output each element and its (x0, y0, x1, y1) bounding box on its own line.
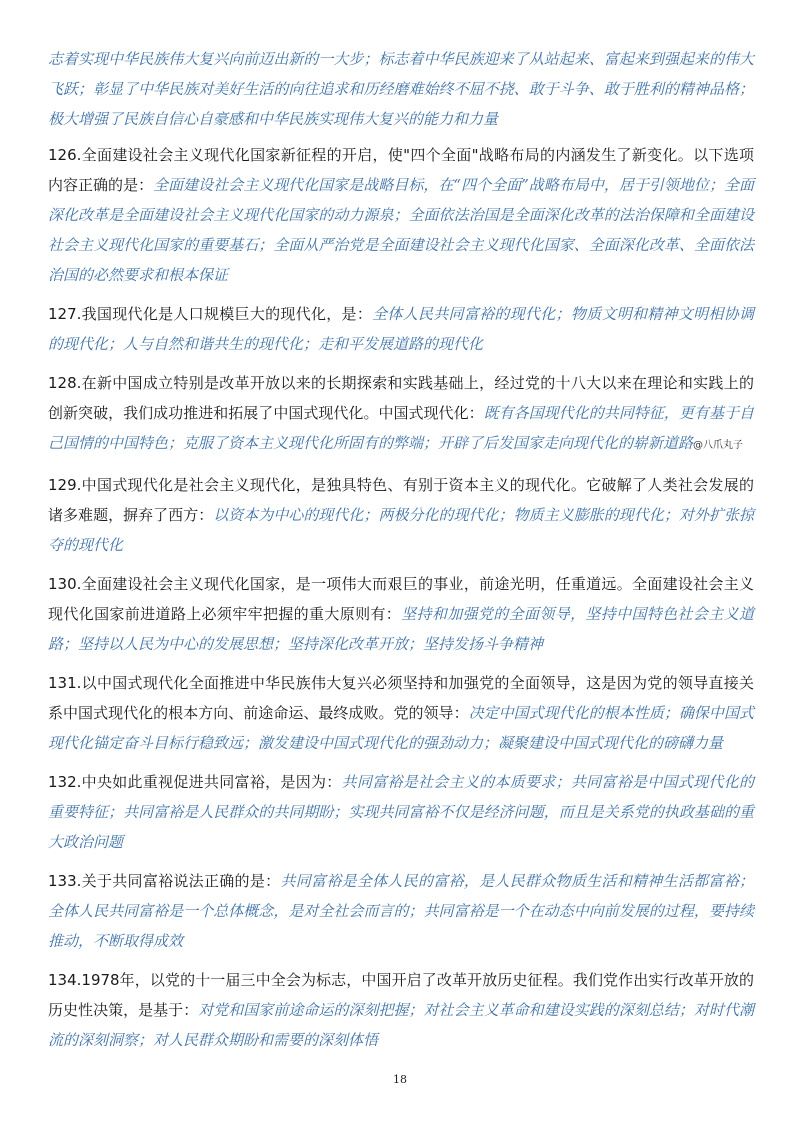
page-number: 18 (393, 1073, 407, 1086)
question-text: 126.全面建设社会主义现代化国家新征程的开启，使"四个全面"战略布局的内涵发生了新变化。以下选项内容正确的是： (48, 146, 754, 194)
question-131 (48, 668, 754, 758)
answer-text: 对党和国家前途命运的深刻把握；对社会主义革命和建设实践的深刻总结；对时代潮流的深刻洞察；对人民群众期盼和需要的深刻体悟 (48, 1001, 754, 1049)
question-134 (48, 965, 754, 1055)
document-page (48, 44, 754, 1064)
question-129 (48, 470, 754, 560)
answer-text: 共同富裕是全体人民的富裕，是人民群众物质生活和精神生活都富裕；全体人民共同富裕是一个总体概念，是对全社会而言的；共同富裕是一个在动态中向前发展的过程，要持续推动，不断取得成效 (48, 872, 754, 950)
question-128 (48, 368, 754, 461)
watermark: @八爪丸子 (693, 440, 744, 451)
question-127 (48, 299, 754, 359)
question-text: 134.1978年，以党的十一届三中全会为标志，中国开启了改革开放历史征程。我们党作出实行改革开放的历史性决策，是基于： (48, 971, 754, 1019)
question-text: 132.中央如此重视促进共同富裕，是因为： (48, 773, 342, 791)
question-text: 128.在新中国成立特别是改革开放以来的长期探索和实践基础上，经过党的十八大以来在理论和实践上的创新突破，我们成功推进和拓展了中国式现代化。中国式现代化： (48, 374, 754, 422)
answer-text: 坚持和加强党的全面领导，坚持中国特色社会主义道路；坚持以人民为中心的发展思想；坚持深化改革开放；坚持发扬斗争精神 (48, 605, 754, 653)
question-text: 133.关于共同富裕说法正确的是： (48, 872, 281, 890)
question-130 (48, 569, 754, 659)
paragraph-continued (48, 44, 754, 134)
question-126 (48, 140, 754, 290)
question-132 (48, 767, 754, 857)
answer-text: 志着实现中华民族伟大复兴向前迈出新的一大步；标志着中华民族迎来了从站起来、富起来到强起来的伟大飞跃；彰显了中华民族对美好生活的向往追求和历经磨难始终不屈不挠、敢于斗争、敢于胜利的精神品格；极大增强了民族自信心自豪感和中华民族实现伟大复兴的能力和力量 (48, 50, 754, 128)
answer-text: 全体人民共同富裕的现代化；物质文明和精神文明相协调的现代化；人与自然和谐共生的现代化；走和平发展道路的现代化 (48, 305, 754, 353)
answer-text: 共同富裕是社会主义的本质要求；共同富裕是中国式现代化的重要特征；共同富裕是人民群众的共同期盼；实现共同富裕不仅是经济问题，而且是关系党的执政基础的重大政治问题 (48, 773, 754, 851)
answer-text: 决定中国式现代化的根本性质；确保中国式现代化锚定奋斗目标行稳致远；激发建设中国式现代化的强劲动力；凝聚建设中国式现代化的磅礴力量 (48, 704, 754, 752)
answer-text: 既有各国现代化的共同特征，更有基于自己国情的中国特色；克服了资本主义现代化所固有的弊端；开辟了后发国家走向现代化的崭新道路 (48, 404, 754, 452)
answer-text: 全面建设社会主义现代化国家是战略目标，在“四个全面”战略布局中，居于引领地位；全面深化改革是全面建设社会主义现代化国家的动力源泉；全面依法治国是全面深化改革的法治保障和全面建设社会主义现代化国家的重要基石；全面从严治党是全面建设社会主义现代化国家、全面深化改革、全面依法治国的必然要求和根本保证 (48, 176, 754, 284)
question-133 (48, 866, 754, 956)
answer-text: 以资本为中心的现代化；两极分化的现代化；物质主义膨胀的现代化；对外扩张掠夺的现代化 (48, 506, 754, 554)
question-text: 130.全面建设社会主义现代化国家，是一项伟大而艰巨的事业，前途光明，任重道远。全面建设社会主义现代化国家前进道路上必须牢牢把握的重大原则有： (48, 575, 754, 623)
question-text: 127.我国现代化是人口规模巨大的现代化，是： (48, 305, 373, 323)
question-text: 129.中国式现代化是社会主义现代化，是独具特色、有别于资本主义的现代化。它破解了人类社会发展的诸多难题，摒弃了西方： (48, 476, 754, 524)
question-text: 131.以中国式现代化全面推进中华民族伟大复兴必须坚持和加强党的全面领导，这是因为党的领导直接关系中国式现代化的根本方向、前途命运、最终成败。党的领导： (48, 674, 754, 722)
